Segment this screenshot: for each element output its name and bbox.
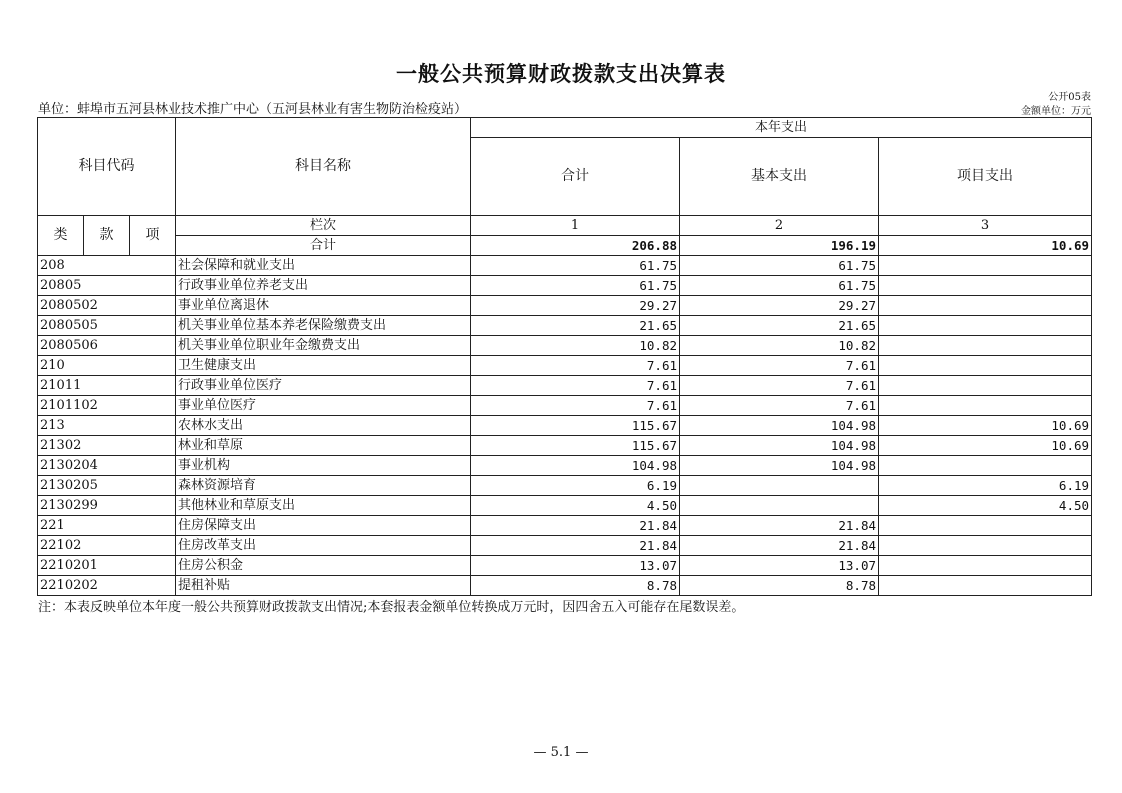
row-total: 8.78 (471, 576, 680, 596)
row-code: 2101102 (38, 396, 176, 416)
row-name: 社会保障和就业支出 (176, 256, 471, 276)
row-project: 6.19 (879, 476, 1092, 496)
page-number: — 5.1 — (533, 745, 589, 760)
row-project: 10.69 (879, 436, 1092, 456)
row-code: 2080506 (38, 336, 176, 356)
row-project (879, 456, 1092, 476)
table-row (38, 336, 1092, 356)
totals-project: 10.69 (879, 236, 1092, 256)
row-name: 农林水支出 (176, 416, 471, 436)
row-total: 13.07 (471, 556, 680, 576)
row-total: 21.84 (471, 516, 680, 536)
row-basic: 7.61 (680, 396, 879, 416)
amount-unit-label: 金额单位：万元 (1021, 106, 1091, 117)
row-name: 事业单位医疗 (176, 396, 471, 416)
row-basic: 61.75 (680, 256, 879, 276)
row-basic: 7.61 (680, 376, 879, 396)
row-total: 61.75 (471, 256, 680, 276)
row-name: 住房保障支出 (176, 516, 471, 536)
row-project: 10.69 (879, 416, 1092, 436)
row-code: 213 (38, 416, 176, 436)
row-code: 210 (38, 356, 176, 376)
table-row (38, 536, 1092, 556)
row-total: 115.67 (471, 416, 680, 436)
row-project (879, 376, 1092, 396)
row-basic: 104.98 (680, 436, 879, 456)
table-row (38, 456, 1092, 476)
row-project (879, 356, 1092, 376)
table-row (38, 316, 1092, 336)
header-kuan: 款 (84, 216, 130, 256)
header-project: 项目支出 (879, 138, 1092, 216)
row-code: 21011 (38, 376, 176, 396)
row-name: 行政事业单位养老支出 (176, 276, 471, 296)
row-code: 21302 (38, 436, 176, 456)
row-name: 机关事业单位基本养老保险缴费支出 (176, 316, 471, 336)
table-row (38, 476, 1092, 496)
row-total: 61.75 (471, 276, 680, 296)
row-project (879, 516, 1092, 536)
row-basic: 29.27 (680, 296, 879, 316)
column-number-3: 3 (879, 216, 1092, 236)
header-lei: 类 (38, 216, 84, 256)
table-row (38, 376, 1092, 396)
unit-label: 单位：蚌埠市五河县林业技术推广中心（五河县林业有害生物防治检疫站） (38, 102, 468, 117)
row-total: 7.61 (471, 396, 680, 416)
row-total: 104.98 (471, 456, 680, 476)
row-project (879, 576, 1092, 596)
table-row (38, 556, 1092, 576)
row-basic: 7.61 (680, 356, 879, 376)
row-project (879, 296, 1092, 316)
row-basic: 61.75 (680, 276, 879, 296)
row-total: 21.84 (471, 536, 680, 556)
column-number-2: 2 (680, 216, 879, 236)
row-basic: 104.98 (680, 416, 879, 436)
header-row-1 (38, 118, 1092, 138)
column-number-1: 1 (471, 216, 680, 236)
row-name: 森林资源培育 (176, 476, 471, 496)
header-basic: 基本支出 (680, 138, 879, 216)
row-code: 2130299 (38, 496, 176, 516)
header-code: 科目代码 (38, 118, 176, 216)
row-basic (680, 476, 879, 496)
row-total: 10.82 (471, 336, 680, 356)
totals-row (38, 236, 1092, 256)
row-total: 115.67 (471, 436, 680, 456)
row-basic: 104.98 (680, 456, 879, 476)
row-name: 住房公积金 (176, 556, 471, 576)
table-row (38, 436, 1092, 456)
row-code: 20805 (38, 276, 176, 296)
row-code: 22102 (38, 536, 176, 556)
row-name: 卫生健康支出 (176, 356, 471, 376)
row-total: 7.61 (471, 376, 680, 396)
page-title: 一般公共预算财政拨款支出决算表 (396, 61, 726, 86)
row-project (879, 536, 1092, 556)
table-row (38, 396, 1092, 416)
row-basic: 21.65 (680, 316, 879, 336)
row-code: 2210202 (38, 576, 176, 596)
row-code: 208 (38, 256, 176, 276)
row-code: 221 (38, 516, 176, 536)
row-basic: 13.07 (680, 556, 879, 576)
row-name: 其他林业和草原支出 (176, 496, 471, 516)
table-row (38, 276, 1092, 296)
table-row (38, 356, 1092, 376)
row-basic: 10.82 (680, 336, 879, 356)
row-basic: 21.84 (680, 536, 879, 556)
expenditure-table (37, 117, 1092, 596)
row-project (879, 336, 1092, 356)
column-order-row (38, 216, 1092, 236)
table-row (38, 576, 1092, 596)
row-code: 2210201 (38, 556, 176, 576)
row-basic: 8.78 (680, 576, 879, 596)
row-project (879, 316, 1092, 336)
row-project (879, 556, 1092, 576)
row-name: 住房改革支出 (176, 536, 471, 556)
row-total: 21.65 (471, 316, 680, 336)
row-basic (680, 496, 879, 516)
row-code: 2080502 (38, 296, 176, 316)
totals-label: 合计 (176, 236, 471, 256)
row-project: 4.50 (879, 496, 1092, 516)
row-name: 事业机构 (176, 456, 471, 476)
row-code: 2080505 (38, 316, 176, 336)
header-xiang: 项 (130, 216, 176, 256)
row-name: 行政事业单位医疗 (176, 376, 471, 396)
row-basic: 21.84 (680, 516, 879, 536)
row-code: 2130204 (38, 456, 176, 476)
table-row (38, 256, 1092, 276)
table-row (38, 416, 1092, 436)
row-name: 机关事业单位职业年金缴费支出 (176, 336, 471, 356)
column-order-label: 栏次 (176, 216, 471, 236)
totals-basic: 196.19 (680, 236, 879, 256)
form-number: 公开05表 (1048, 92, 1091, 103)
row-project (879, 396, 1092, 416)
row-project (879, 256, 1092, 276)
row-total: 29.27 (471, 296, 680, 316)
row-total: 4.50 (471, 496, 680, 516)
row-name: 提租补贴 (176, 576, 471, 596)
row-total: 7.61 (471, 356, 680, 376)
row-name: 事业单位离退休 (176, 296, 471, 316)
row-code: 2130205 (38, 476, 176, 496)
header-current-year: 本年支出 (471, 118, 1092, 138)
header-name: 科目名称 (176, 118, 471, 216)
table-row (38, 516, 1092, 536)
row-total: 6.19 (471, 476, 680, 496)
footnote: 注：本表反映单位本年度一般公共预算财政拨款支出情况;本套报表金额单位转换成万元时，因四舍五入可能存在尾数误差。 (38, 600, 745, 615)
table-row (38, 296, 1092, 316)
totals-total: 206.88 (471, 236, 680, 256)
row-project (879, 276, 1092, 296)
row-name: 林业和草原 (176, 436, 471, 456)
table-row (38, 496, 1092, 516)
header-total: 合计 (471, 138, 680, 216)
